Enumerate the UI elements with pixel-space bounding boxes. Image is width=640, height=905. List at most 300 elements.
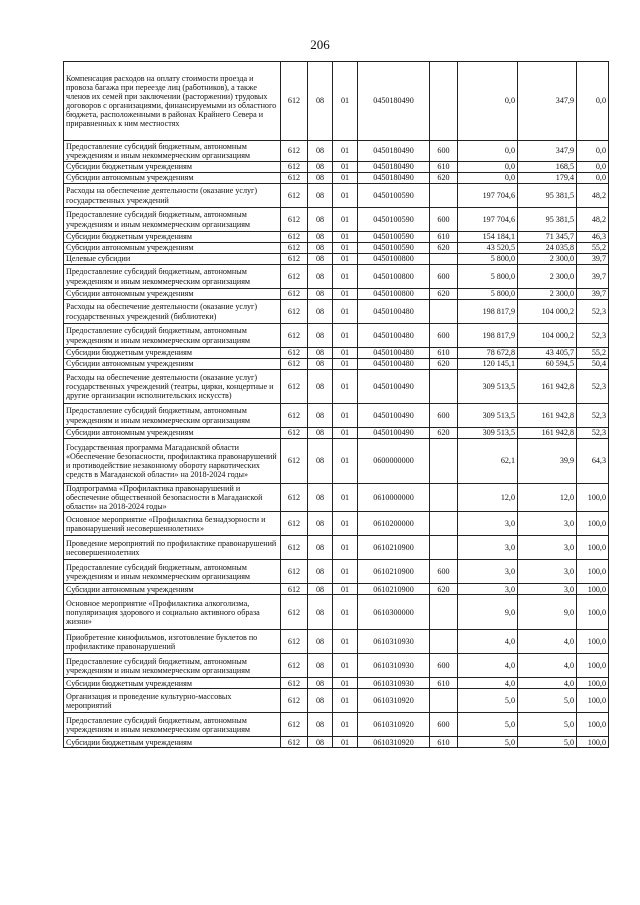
cell-fact: 3,0 (518, 584, 577, 595)
cell-fact: 2 300,0 (518, 254, 577, 265)
cell-pct: 0,0 (577, 162, 609, 173)
cell-rz: 08 (308, 713, 333, 737)
cell-fact: 4,0 (518, 630, 577, 654)
cell-rz: 08 (308, 536, 333, 560)
cell-fact: 4,0 (518, 678, 577, 689)
cell-plan: 9,0 (458, 595, 518, 630)
cell-pct: 52,3 (577, 370, 609, 404)
table-row (64, 184, 609, 208)
cell-pct: 39,7 (577, 289, 609, 300)
table-row (64, 359, 609, 370)
cell-pr: 01 (333, 678, 358, 689)
cell-pr: 01 (333, 232, 358, 243)
cell-pr: 01 (333, 289, 358, 300)
cell-vr (430, 689, 458, 713)
table-row (64, 584, 609, 595)
cell-pr: 01 (333, 254, 358, 265)
cell-pr: 01 (333, 370, 358, 404)
cell-rz: 08 (308, 208, 333, 232)
cell-vr: 610 (430, 348, 458, 359)
cell-fact: 43 405,7 (518, 348, 577, 359)
cell-pct: 100,0 (577, 689, 609, 713)
cell-pr: 01 (333, 439, 358, 484)
cell-csr: 0450100800 (358, 254, 430, 265)
cell-pct: 52,3 (577, 404, 609, 428)
cell-pr: 01 (333, 512, 358, 536)
cell-rz: 08 (308, 439, 333, 484)
cell-csr: 0610210900 (358, 536, 430, 560)
cell-pr: 01 (333, 173, 358, 184)
cell-vr: 620 (430, 289, 458, 300)
cell-name: Субсидии бюджетным учреждениям (64, 348, 281, 359)
cell-csr: 0610000000 (358, 484, 430, 512)
cell-csr: 0610310930 (358, 630, 430, 654)
cell-plan: 120 145,1 (458, 359, 518, 370)
cell-csr: 0450100480 (358, 300, 430, 324)
cell-ved: 612 (281, 713, 308, 737)
cell-name: Субсидии автономным учреждениям (64, 173, 281, 184)
cell-plan: 198 817,9 (458, 300, 518, 324)
cell-plan: 3,0 (458, 536, 518, 560)
cell-fact: 161 942,8 (518, 404, 577, 428)
cell-ved: 612 (281, 232, 308, 243)
table-row (64, 484, 609, 512)
cell-rz: 08 (308, 300, 333, 324)
cell-plan: 309 513,5 (458, 370, 518, 404)
cell-vr: 600 (430, 713, 458, 737)
cell-vr (430, 439, 458, 484)
cell-pct: 100,0 (577, 654, 609, 678)
cell-csr: 0610210900 (358, 584, 430, 595)
table-row (64, 254, 609, 265)
cell-rz: 08 (308, 141, 333, 162)
cell-pr: 01 (333, 428, 358, 439)
table-row (64, 713, 609, 737)
cell-csr: 0450100480 (358, 324, 430, 348)
cell-plan: 78 672,8 (458, 348, 518, 359)
cell-name: Субсидии бюджетным учреждениям (64, 678, 281, 689)
cell-vr: 600 (430, 324, 458, 348)
cell-pr: 01 (333, 484, 358, 512)
cell-csr: 0450180490 (358, 62, 430, 141)
cell-rz: 08 (308, 484, 333, 512)
cell-rz: 08 (308, 62, 333, 141)
cell-pr: 01 (333, 359, 358, 370)
cell-ved: 612 (281, 141, 308, 162)
cell-plan: 5,0 (458, 737, 518, 748)
cell-name: Субсидии бюджетным учреждениям (64, 232, 281, 243)
cell-plan: 3,0 (458, 512, 518, 536)
page-number: 206 (310, 37, 330, 52)
cell-name: Приобретение кинофильмов, изготовление буклетов по профилактике правонарушений (64, 630, 281, 654)
table-row (64, 173, 609, 184)
cell-csr: 0450100800 (358, 265, 430, 289)
cell-csr: 0450100480 (358, 359, 430, 370)
cell-pct: 100,0 (577, 678, 609, 689)
cell-vr: 610 (430, 737, 458, 748)
cell-name: Основное мероприятие «Профилактика алкоголизма, популяризация здорового и социально активного образа жизни» (64, 595, 281, 630)
cell-csr: 0610210900 (358, 560, 430, 584)
cell-vr (430, 300, 458, 324)
cell-ved: 612 (281, 184, 308, 208)
cell-name: Субсидии бюджетным учреждениям (64, 737, 281, 748)
cell-csr: 0450180490 (358, 141, 430, 162)
cell-ved: 612 (281, 584, 308, 595)
cell-csr: 0450100490 (358, 428, 430, 439)
cell-vr: 600 (430, 654, 458, 678)
cell-ved: 612 (281, 324, 308, 348)
cell-vr: 600 (430, 560, 458, 584)
cell-ved: 612 (281, 654, 308, 678)
table-row (64, 208, 609, 232)
cell-fact: 39,9 (518, 439, 577, 484)
table-row (64, 536, 609, 560)
cell-ved: 612 (281, 370, 308, 404)
cell-csr: 0450100480 (358, 348, 430, 359)
cell-vr (430, 254, 458, 265)
cell-fact: 24 035,8 (518, 243, 577, 254)
cell-pr: 01 (333, 737, 358, 748)
table-row (64, 630, 609, 654)
cell-pr: 01 (333, 689, 358, 713)
cell-csr: 0600000000 (358, 439, 430, 484)
cell-plan: 5 800,0 (458, 265, 518, 289)
cell-pct: 100,0 (577, 512, 609, 536)
cell-pct: 100,0 (577, 560, 609, 584)
cell-rz: 08 (308, 428, 333, 439)
cell-fact: 104 000,2 (518, 324, 577, 348)
cell-name: Компенсация расходов на оплату стоимости проезда и провоза багажа при переезде лиц (работников), а также членов их семей при заключении (расторжении) трудовых договоров с организациями, финансируемыми из областного бюджета, расположенными в районах Крайнего Севера и приравненных к ним местностях (64, 62, 281, 141)
table-row (64, 439, 609, 484)
cell-name: Подпрограмма «Профилактика правонарушений и обеспечение общественной безопасности в Магаданской области» на 2018-2024 годы» (64, 484, 281, 512)
cell-name: Проведение мероприятий по профилактике правонарушений несовершеннолетних (64, 536, 281, 560)
cell-csr: 0610310930 (358, 678, 430, 689)
cell-rz: 08 (308, 630, 333, 654)
cell-pr: 01 (333, 404, 358, 428)
cell-pr: 01 (333, 300, 358, 324)
cell-plan: 4,0 (458, 654, 518, 678)
table-row (64, 512, 609, 536)
cell-rz: 08 (308, 689, 333, 713)
cell-ved: 612 (281, 162, 308, 173)
cell-plan: 0,0 (458, 173, 518, 184)
cell-rz: 08 (308, 184, 333, 208)
cell-vr (430, 184, 458, 208)
cell-fact: 104 000,2 (518, 300, 577, 324)
cell-csr: 0450100800 (358, 289, 430, 300)
cell-pr: 01 (333, 208, 358, 232)
table-row (64, 265, 609, 289)
cell-plan: 3,0 (458, 560, 518, 584)
cell-plan: 4,0 (458, 630, 518, 654)
cell-rz: 08 (308, 560, 333, 584)
cell-csr: 0450100590 (358, 208, 430, 232)
cell-rz: 08 (308, 243, 333, 254)
cell-rz: 08 (308, 404, 333, 428)
cell-pct: 100,0 (577, 630, 609, 654)
cell-rz: 08 (308, 265, 333, 289)
cell-csr: 0610310920 (358, 713, 430, 737)
cell-fact: 5,0 (518, 737, 577, 748)
cell-csr: 0450100590 (358, 184, 430, 208)
cell-vr: 600 (430, 404, 458, 428)
table-row (64, 689, 609, 713)
cell-rz: 08 (308, 359, 333, 370)
cell-name: Предоставление субсидий бюджетным, автономным учреждениям и иным некоммерческим организациям (64, 404, 281, 428)
cell-pr: 01 (333, 595, 358, 630)
cell-pct: 100,0 (577, 595, 609, 630)
cell-pr: 01 (333, 630, 358, 654)
table-row (64, 324, 609, 348)
cell-ved: 612 (281, 439, 308, 484)
cell-pct: 100,0 (577, 536, 609, 560)
cell-ved: 612 (281, 512, 308, 536)
cell-pr: 01 (333, 713, 358, 737)
cell-name: Расходы на обеспечение деятельности (оказание услуг) государственных учреждений (64, 184, 281, 208)
cell-pct: 0,0 (577, 141, 609, 162)
cell-plan: 5 800,0 (458, 289, 518, 300)
cell-pct: 46,3 (577, 232, 609, 243)
cell-pct: 39,7 (577, 265, 609, 289)
cell-plan: 309 513,5 (458, 404, 518, 428)
cell-fact: 3,0 (518, 560, 577, 584)
cell-name: Субсидии автономным учреждениям (64, 289, 281, 300)
cell-name: Основное мероприятие «Профилактика безнадзорности и правонарушений несовершеннолетних» (64, 512, 281, 536)
cell-name: Предоставление субсидий бюджетным, автономным учреждениям и иным некоммерческим организациям (64, 654, 281, 678)
cell-plan: 0,0 (458, 62, 518, 141)
cell-rz: 08 (308, 654, 333, 678)
cell-csr: 0450180490 (358, 173, 430, 184)
cell-plan: 62,1 (458, 439, 518, 484)
cell-ved: 612 (281, 173, 308, 184)
cell-csr: 0610310920 (358, 737, 430, 748)
cell-pct: 52,3 (577, 324, 609, 348)
cell-pct: 100,0 (577, 484, 609, 512)
cell-pr: 01 (333, 162, 358, 173)
cell-plan: 0,0 (458, 141, 518, 162)
cell-pr: 01 (333, 584, 358, 595)
table-row (64, 595, 609, 630)
cell-name: Расходы на обеспечение деятельности (оказание услуг) государственных учреждений (библиотеки) (64, 300, 281, 324)
cell-pr: 01 (333, 184, 358, 208)
cell-fact: 168,5 (518, 162, 577, 173)
cell-ved: 612 (281, 595, 308, 630)
table-row (64, 300, 609, 324)
cell-name: Субсидии автономным учреждениям (64, 584, 281, 595)
cell-vr: 600 (430, 141, 458, 162)
cell-vr (430, 595, 458, 630)
budget-table (63, 61, 609, 748)
cell-pr: 01 (333, 348, 358, 359)
cell-csr: 0610310930 (358, 654, 430, 678)
cell-pct: 52,3 (577, 300, 609, 324)
cell-fact: 95 381,5 (518, 208, 577, 232)
cell-fact: 9,0 (518, 595, 577, 630)
cell-csr: 0610200000 (358, 512, 430, 536)
cell-vr: 620 (430, 243, 458, 254)
cell-name: Предоставление субсидий бюджетным, автономным учреждениям и иным некоммерческим организациям (64, 141, 281, 162)
cell-csr: 0450180490 (358, 162, 430, 173)
cell-csr: 0450100490 (358, 404, 430, 428)
table-row (64, 678, 609, 689)
cell-vr: 620 (430, 359, 458, 370)
cell-plan: 154 184,1 (458, 232, 518, 243)
cell-pct: 48,2 (577, 184, 609, 208)
cell-ved: 612 (281, 359, 308, 370)
cell-csr: 0450100590 (358, 232, 430, 243)
cell-fact: 347,9 (518, 141, 577, 162)
cell-pr: 01 (333, 265, 358, 289)
cell-fact: 179,4 (518, 173, 577, 184)
cell-name: Предоставление субсидий бюджетным, автономным учреждениям и иным некоммерческим организациям (64, 208, 281, 232)
cell-ved: 612 (281, 243, 308, 254)
cell-plan: 3,0 (458, 584, 518, 595)
cell-ved: 612 (281, 300, 308, 324)
cell-ved: 612 (281, 254, 308, 265)
cell-name: Субсидии бюджетным учреждениям (64, 162, 281, 173)
cell-fact: 3,0 (518, 536, 577, 560)
cell-fact: 2 300,0 (518, 265, 577, 289)
cell-rz: 08 (308, 348, 333, 359)
cell-pct: 39,7 (577, 254, 609, 265)
cell-ved: 612 (281, 536, 308, 560)
cell-name: Организация и проведение культурно-массовых мероприятий (64, 689, 281, 713)
cell-name: Предоставление субсидий бюджетным, автономным учреждениям и иным некоммерческим организациям (64, 560, 281, 584)
cell-pr: 01 (333, 324, 358, 348)
cell-fact: 4,0 (518, 654, 577, 678)
cell-pct: 55,2 (577, 348, 609, 359)
cell-ved: 612 (281, 62, 308, 141)
cell-pct: 64,3 (577, 439, 609, 484)
cell-plan: 12,0 (458, 484, 518, 512)
cell-plan: 5 800,0 (458, 254, 518, 265)
cell-ved: 612 (281, 208, 308, 232)
cell-csr: 0450100490 (358, 370, 430, 404)
cell-name: Субсидии автономным учреждениям (64, 428, 281, 439)
cell-plan: 4,0 (458, 678, 518, 689)
table-body (64, 62, 609, 748)
cell-rz: 08 (308, 737, 333, 748)
cell-vr: 600 (430, 208, 458, 232)
cell-vr (430, 484, 458, 512)
cell-rz: 08 (308, 232, 333, 243)
cell-vr (430, 536, 458, 560)
cell-pct: 0,0 (577, 173, 609, 184)
cell-fact: 2 300,0 (518, 289, 577, 300)
cell-vr: 600 (430, 265, 458, 289)
table-row (64, 654, 609, 678)
cell-vr (430, 630, 458, 654)
table-row (64, 428, 609, 439)
cell-fact: 161 942,8 (518, 370, 577, 404)
table-row (64, 348, 609, 359)
cell-vr: 620 (430, 584, 458, 595)
cell-pct: 0,0 (577, 62, 609, 141)
cell-pr: 01 (333, 62, 358, 141)
cell-plan: 197 704,6 (458, 184, 518, 208)
cell-vr: 610 (430, 678, 458, 689)
cell-name: Предоставление субсидий бюджетным, автономным учреждениям и иным некоммерческим организациям (64, 324, 281, 348)
cell-fact: 5,0 (518, 689, 577, 713)
cell-vr: 610 (430, 162, 458, 173)
cell-plan: 309 513,5 (458, 428, 518, 439)
cell-rz: 08 (308, 512, 333, 536)
cell-plan: 0,0 (458, 162, 518, 173)
table-row (64, 560, 609, 584)
table-row (64, 289, 609, 300)
cell-ved: 612 (281, 265, 308, 289)
cell-fact: 161 942,8 (518, 428, 577, 439)
table-row (64, 62, 609, 141)
cell-ved: 612 (281, 689, 308, 713)
cell-fact: 12,0 (518, 484, 577, 512)
cell-fact: 5,0 (518, 713, 577, 737)
cell-ved: 612 (281, 630, 308, 654)
cell-csr: 0450100590 (358, 243, 430, 254)
table-row (64, 232, 609, 243)
cell-pr: 01 (333, 560, 358, 584)
cell-vr: 620 (430, 428, 458, 439)
cell-rz: 08 (308, 678, 333, 689)
cell-pct: 100,0 (577, 713, 609, 737)
cell-pct: 50,4 (577, 359, 609, 370)
cell-name: Расходы на обеспечение деятельности (оказание услуг) государственных учреждений (театры, цирки, концертные и другие организации исполнительских искусств) (64, 370, 281, 404)
cell-pr: 01 (333, 536, 358, 560)
cell-rz: 08 (308, 162, 333, 173)
cell-plan: 5,0 (458, 689, 518, 713)
cell-pr: 01 (333, 141, 358, 162)
cell-plan: 5,0 (458, 713, 518, 737)
table-row (64, 243, 609, 254)
cell-pct: 100,0 (577, 584, 609, 595)
cell-name: Целевые субсидии (64, 254, 281, 265)
cell-pct: 52,3 (577, 428, 609, 439)
cell-name: Субсидии автономным учреждениям (64, 359, 281, 370)
cell-name: Государственная программа Магаданской области «Обеспечение безопасности, профилактика правонарушений и противодействие незаконному обороту наркотических средств в Магаданской области» на 2018-2024 годы» (64, 439, 281, 484)
table-row (64, 141, 609, 162)
cell-pr: 01 (333, 243, 358, 254)
cell-plan: 43 520,5 (458, 243, 518, 254)
cell-fact: 347,9 (518, 62, 577, 141)
cell-vr: 620 (430, 173, 458, 184)
cell-fact: 3,0 (518, 512, 577, 536)
cell-rz: 08 (308, 289, 333, 300)
cell-ved: 612 (281, 560, 308, 584)
cell-csr: 0610300000 (358, 595, 430, 630)
cell-fact: 95 381,5 (518, 184, 577, 208)
cell-fact: 71 345,7 (518, 232, 577, 243)
cell-ved: 612 (281, 348, 308, 359)
cell-pct: 100,0 (577, 737, 609, 748)
cell-ved: 612 (281, 289, 308, 300)
table-row (64, 404, 609, 428)
cell-pct: 55,2 (577, 243, 609, 254)
cell-rz: 08 (308, 595, 333, 630)
cell-rz: 08 (308, 173, 333, 184)
cell-rz: 08 (308, 254, 333, 265)
cell-ved: 612 (281, 484, 308, 512)
cell-pr: 01 (333, 654, 358, 678)
cell-vr (430, 62, 458, 141)
cell-vr (430, 370, 458, 404)
cell-ved: 612 (281, 404, 308, 428)
cell-plan: 198 817,9 (458, 324, 518, 348)
cell-name: Предоставление субсидий бюджетным, автономным учреждениям и иным некоммерческим организациям (64, 265, 281, 289)
cell-vr (430, 512, 458, 536)
cell-name: Субсидии автономным учреждениям (64, 243, 281, 254)
cell-rz: 08 (308, 324, 333, 348)
cell-plan: 197 704,6 (458, 208, 518, 232)
